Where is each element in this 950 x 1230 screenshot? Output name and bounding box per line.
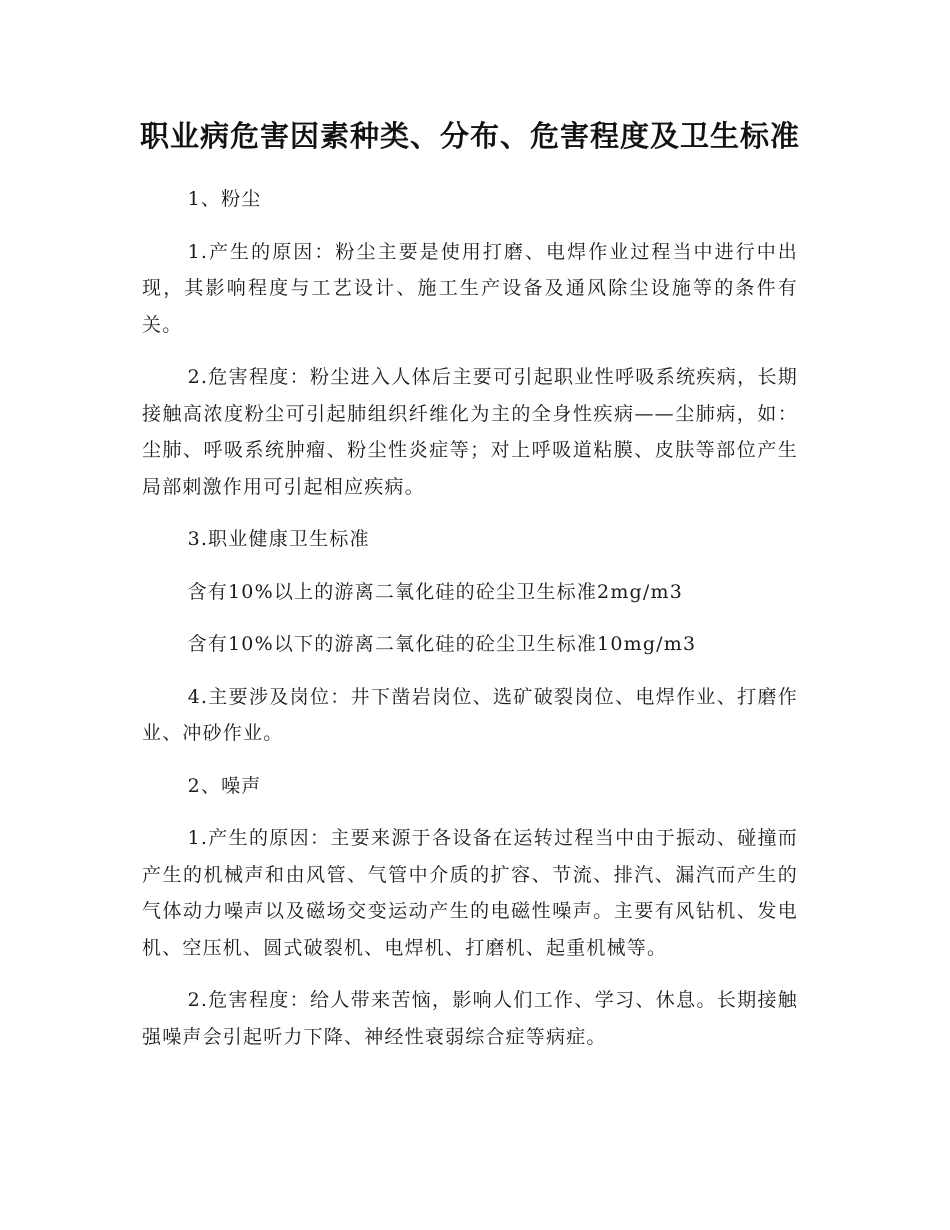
section-heading-noise: 2、噪声 <box>187 774 262 797</box>
noise-cause-paragraph: 1.产生的原因：主要来源于各设备在运转过程当中由于振动、碰撞而产生的机械声和由风管、气管中介质的扩容、节流、排汽、漏汽而产生的气体动力噪声以及磁场交变运动产生的电磁性噪声。主要有风钻机、发电机、空压机、圆式破裂机、电焊机、打磨机、起重机械等。 <box>142 827 798 959</box>
dust-standard-heading: 3.职业健康卫生标准 <box>187 528 370 550</box>
document-page <box>139 0 800 1055</box>
noise-harm-paragraph: 2.危害程度：给人带来苦恼，影响人们工作、学习、休息。长期接触强噪声会引起听力下降、神经性衰弱综合症等病症。 <box>142 989 798 1048</box>
section-heading-dust: 1、粉尘 <box>187 188 262 210</box>
dust-positions-paragraph: 4.主要涉及岗位：井下凿岩岗位、选矿破裂岗位、电焊作业、打磨作业、冲砂作业。 <box>142 685 798 744</box>
dust-standard-above-10: 含有10%以上的游离二氧化硅的砼尘卫生标准2mg/m3 <box>187 580 683 603</box>
dust-cause-paragraph: 1.产生的原因：粉尘主要是使用打磨、电焊作业过程当中进行中出现，其影响程度与工艺设计、施工生产设备及通风除尘设施等的条件有关。 <box>142 240 798 336</box>
document-title: 职业病危害因素种类、分布、危害程度及卫生标准 <box>139 119 800 153</box>
dust-standard-below-10: 含有10%以下的游离二氧化硅的砼尘卫生标准10mg/m3 <box>187 633 697 655</box>
dust-harm-paragraph: 2.危害程度：粉尘进入人体后主要可引起职业性呼吸系统疾病，长期接触高浓度粉尘可引起肺组织纤维化为主的全身性疾病——尘肺病，如：尘肺、呼吸系统肿瘤、粉尘性炎症等；对上呼吸道粘膜、皮肤等部位产生局部刺激作用可引起相应疾病。 <box>142 366 798 498</box>
